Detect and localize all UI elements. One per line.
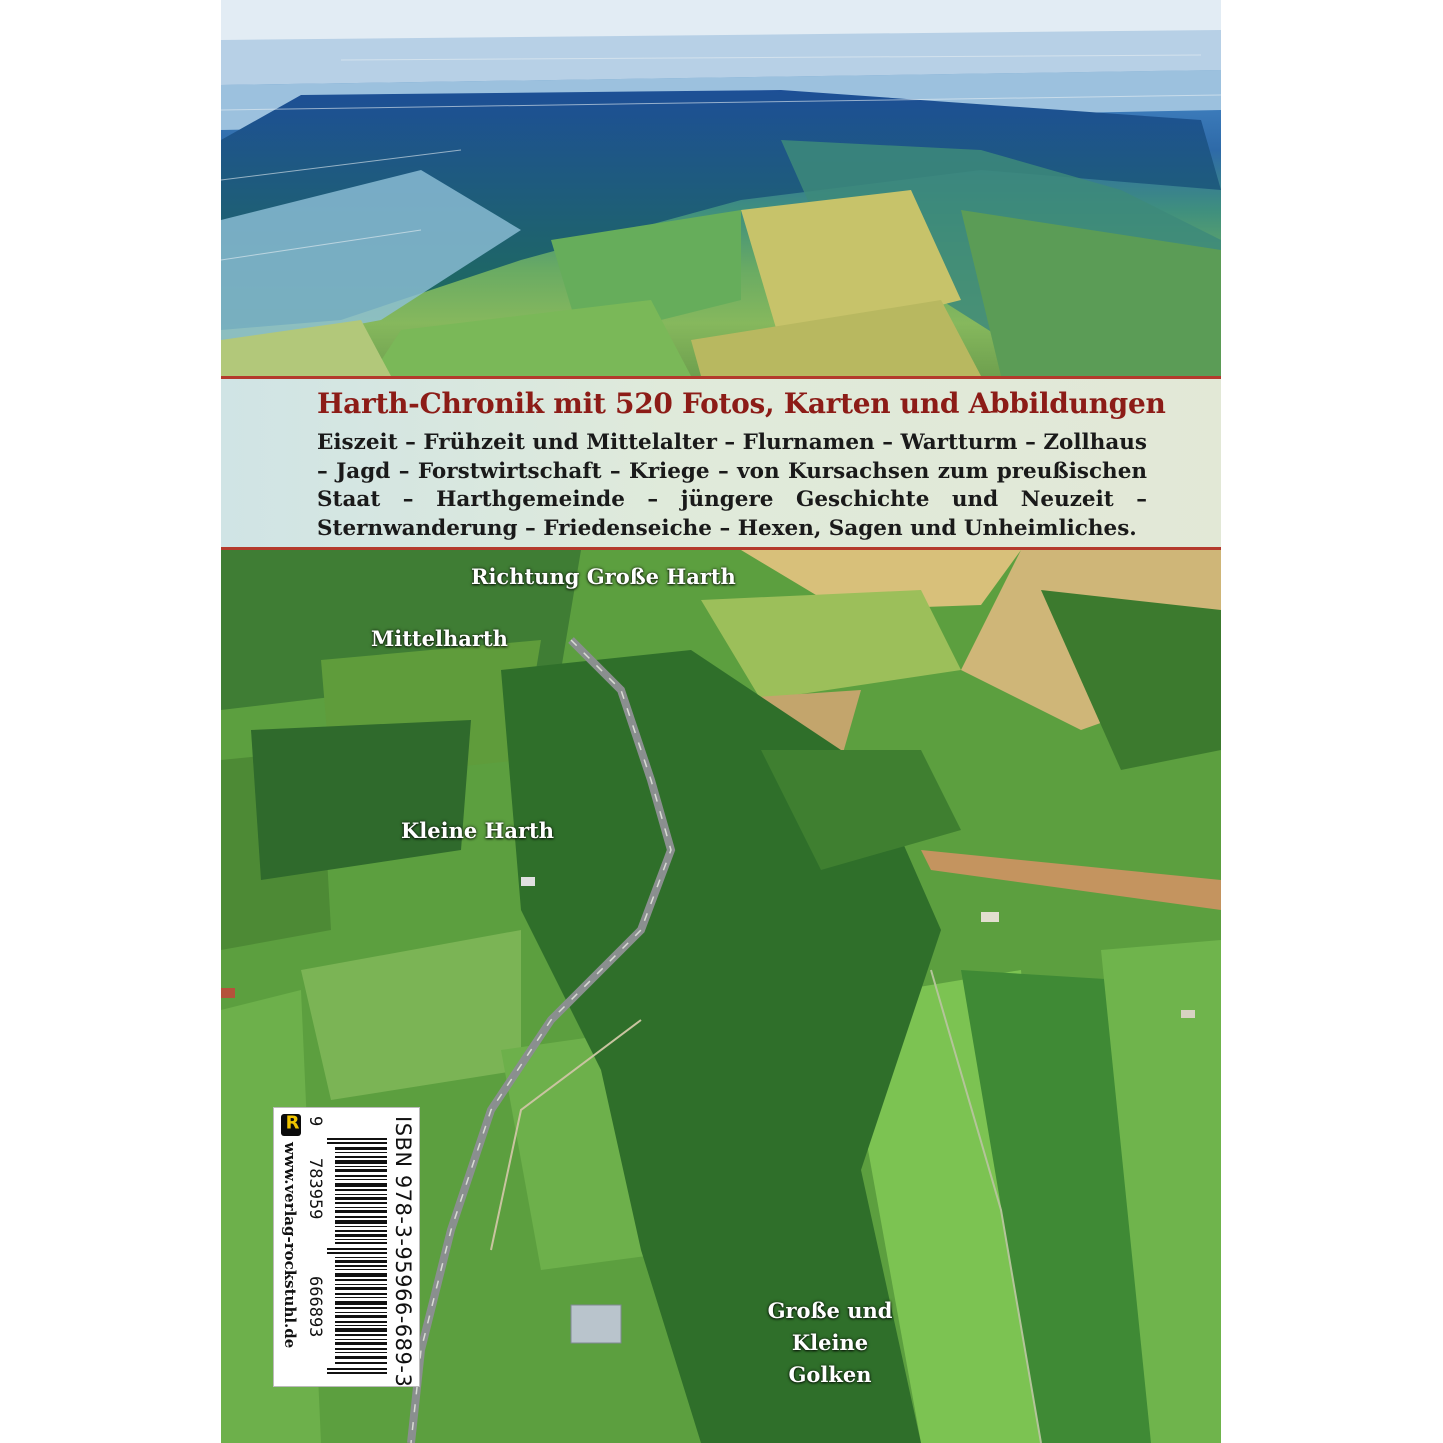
isbn-rotated-content — [274, 1108, 419, 1386]
label-mittelharth: Mittelharth — [371, 626, 508, 651]
publisher-logo — [281, 1114, 301, 1136]
publisher-logo-letter: R — [285, 1112, 300, 1134]
barcode-graphic — [327, 1138, 387, 1376]
label-kleine-harth: Kleine Harth — [401, 818, 554, 843]
aerial-photo-landscape — [221, 0, 1221, 376]
topic-list-text: Eiszeit – Frühzeit und Mittelalter – Flurnamen – Wartturm – Zollhaus – Jagd – Forstwirtschaft – Kriege – von Kursachsen zum preußischen Staat – Harthgemeinde – jüngere Geschichte und Neuzeit – Sternwanderung – Friedenseiche – Hexen, Sagen und Unheimliches. — [317, 430, 1147, 541]
barcode-digit-lead: 9 — [305, 1116, 325, 1127]
description-band — [221, 376, 1221, 550]
label-grosse-und-kleine-golken: Große und Kleine Golken — [767, 1298, 893, 1387]
isbn-barcode-panel — [274, 1108, 419, 1386]
isbn-number: ISBN 978-3-95966-689-3 — [391, 1116, 415, 1388]
label-richtung-grosse-harth: Richtung Große Harth — [471, 564, 736, 589]
publisher-website: www.verlag-rockstuhl.de — [281, 1142, 299, 1349]
aerial-fields-illustration — [221, 0, 1221, 376]
barcode-digits-left: 783959 — [305, 1158, 325, 1220]
barcode-digits-right: 666893 — [305, 1276, 325, 1338]
back-cover-headline: Harth-Chronik mit 520 Fotos, Karten und Abbildungen — [317, 387, 1166, 420]
